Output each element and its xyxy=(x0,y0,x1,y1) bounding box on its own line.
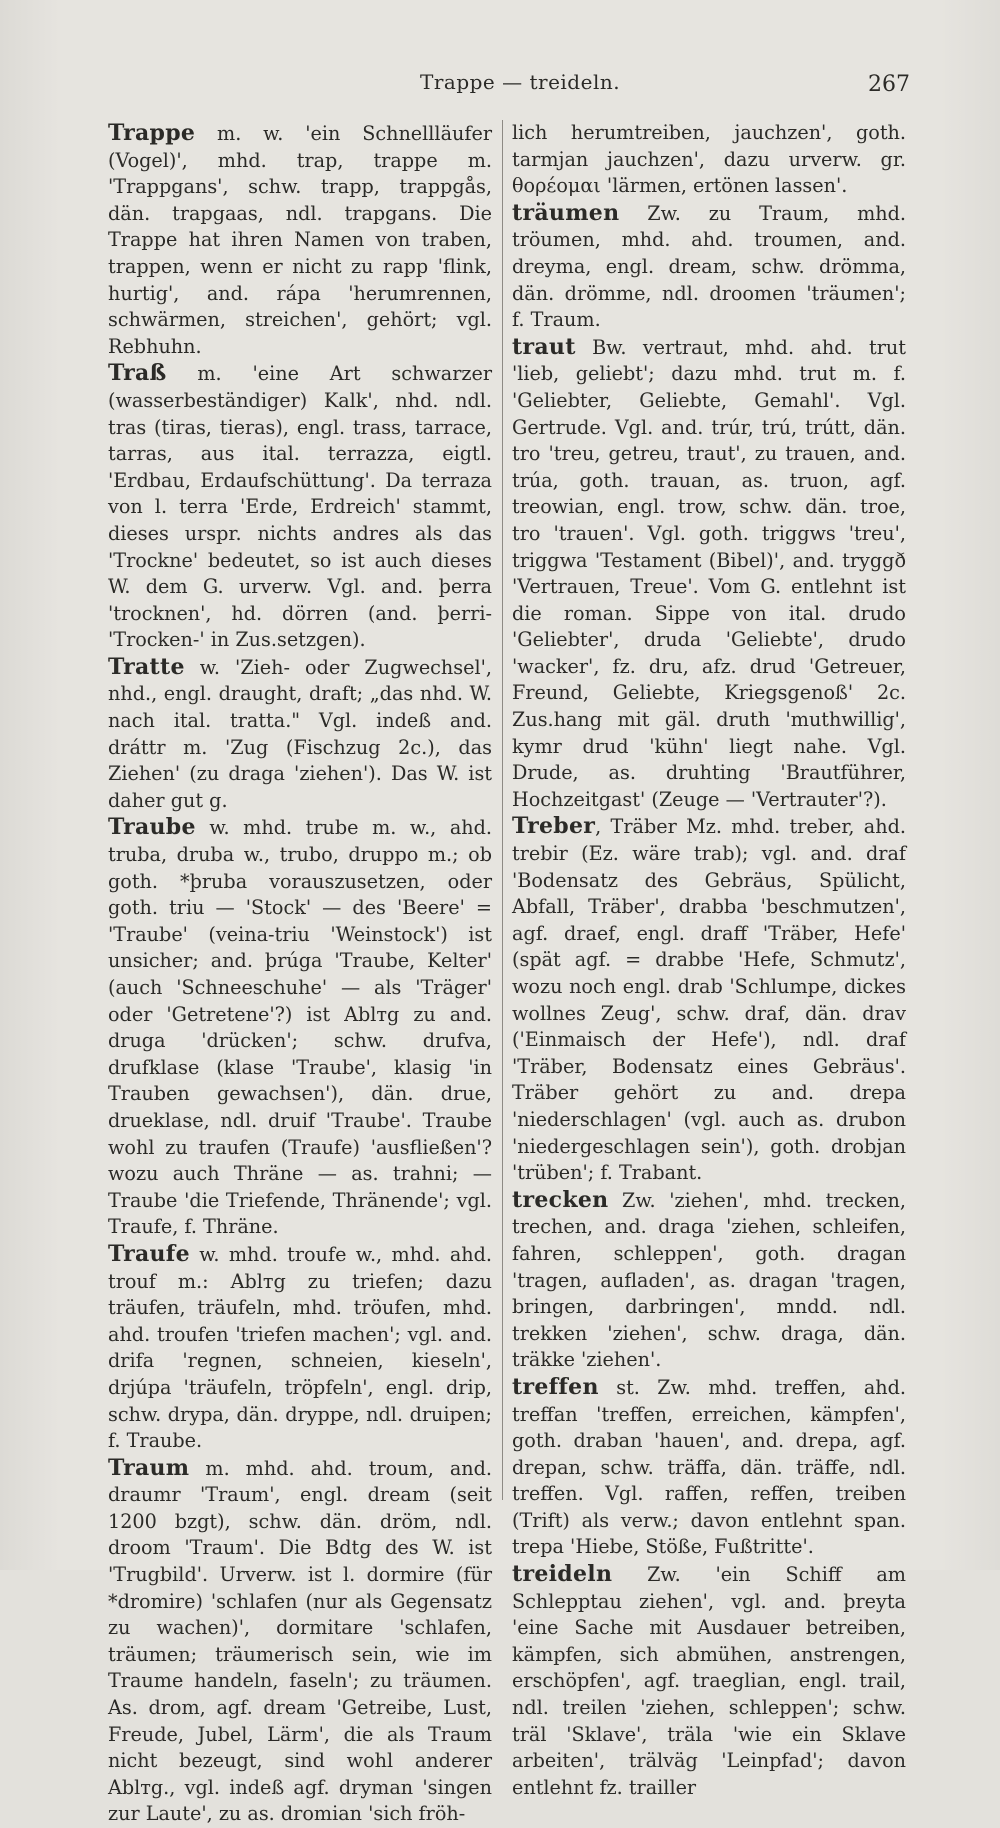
page-number: 267 xyxy=(868,72,910,97)
entry-traufe xyxy=(108,1241,492,1455)
entry-trass xyxy=(108,360,492,654)
entry-trecken xyxy=(512,1187,906,1374)
entry-text: Bw. vertraut, mhd. ahd. trut 'lieb, geliebt'; dazu mhd. trut m. f. 'Geliebter, Geliebte, Gemahl'. Vgl. Gertrude. Vgl. and. trúr, trú, trútt, dän. tro 'treu, getreu, traut', zu trauen, and. trúa, goth. trauan, as. truon, agf. treowian, engl. trow, schw. dän. troe, tro 'trauen'. Vgl. goth. triggws 'treu', triggwa 'Testament (Bibel)', and. tryggð 'Vertrauen, Treue'. Vom G. entlehnt ist die roman. Sippe von ital. drudo 'Geliebter', druda 'Geliebte', drudo 'wacker', fz. dru, afz. drud 'Getreuer, Freund, Geliebte, Kriegsgenoß' 2c. Zus.hang mit gäl. druth 'muthwillig', kymr drud 'kühn' liegt nahe. Vgl. Drude, as. druhting 'Brautführer, Hochzeitgast' (Zeuge — 'Vertrauter'?). xyxy=(512,335,906,811)
entry-text: m. 'eine Art schwarzer (wasserbeständiger) Kalk', nhd. ndl. tras (tiras, tieras), engl. trass, tarrace, tarras, aus ital. terrazza, eigtl. 'Erdbau, Erdaufschüttung'. Da terraza von l. terra 'Erde, Erdreich' stammt, dieses urspr. nichts andres als das 'Trockne' bedeutet, so ist auch dieses W. dem G. urverw. Vgl. and. þerra 'trocknen', hd. dörren (and. þerri- 'Trocken-' in Zus.setzgen). xyxy=(108,362,492,652)
headword: träumen xyxy=(512,199,620,226)
entry-text: Zw. zu Traum, mhd. tröumen, mhd. ahd. troumen, and. dreyma, engl. dream, schw. drömma, dän. drömme, ndl. droomen 'träumen'; f. Traum. xyxy=(512,201,906,332)
left-column xyxy=(108,120,492,1826)
headword: Treber xyxy=(512,813,596,840)
entry-text: Zw. 'ziehen', mhd. trecken, trechen, and. draga 'ziehen, schleifen, fahren, schleppen', goth. dragan 'tragen, aufladen', as. dragan 'tragen, bringen, darbringen', mndd. ndl. trekken 'ziehen', schw. draga, dän. träkke 'ziehen'. xyxy=(512,1188,906,1372)
entry-text: m. mhd. ahd. troum, and. draumr 'Traum', engl. dream (seit 1200 bzgt), schw. dän. dröm, ndl. droom 'Traum'. Die Bdtg des W. ist 'Trugbild'. Urverw. ist l. dormire (für *dromire) 'schlafen (nur als Gegensatz zu wachen)', dormitare 'schlafen, träumen; träumerisch sein, wie im Traume handeln, faseln'; zu träumen. As. drom, agf. dream 'Getreibe, Lust, Freude, Jubel, Lärm', die als Traum nicht bezeugt, sind wohl anderer Ablтg., vgl. indeß agf. dryman 'singen zur Laute', zu as. dromian 'sich fröh- xyxy=(108,1456,492,1826)
entry-traum xyxy=(108,1455,492,1828)
headword: trecken xyxy=(512,1186,609,1213)
entry-treber xyxy=(512,813,906,1186)
headword: Traß xyxy=(108,360,167,387)
entry-tratte xyxy=(108,654,492,815)
entry-traut xyxy=(512,334,906,814)
entry-treffen xyxy=(512,1374,906,1561)
entry-text: st. Zw. mhd. treffen, ahd. treffan 'treffen, erreichen, kämpfen', goth. draban 'hauen', and. drepa, agf. drepan, schw. träffa, dän. träffe, ndl. treffen. Vgl. raffen, reffen, treiben (Trift) als verw.; davon entlehnt span. trepa 'Hiebe, Stöße, Fußtritte'. xyxy=(512,1375,906,1559)
entry-traube xyxy=(108,814,492,1241)
headword: treideln xyxy=(512,1561,613,1588)
entry-traeumen xyxy=(512,200,906,334)
headword: treffen xyxy=(512,1373,599,1400)
entry-text: , Träber Mz. mhd. treber, ahd. trebir (Ez. wäre trab); vgl. and. draf 'Bodensatz des Gebräus, Spülicht, Abfall, Träber', drabba 'beschmutzen', agf. draef, engl. draff 'Träber, Hefe' (spät agf. = drabbe 'Hefe, Schmutz', wozu noch engl. drab 'Schlumpe, dickes wollnes Zeug', schw. draf, dän. drav ('Einmaisch der Hefe'), ndl. draf 'Träber, Bodensatz eines Gebräus'. Träber gehört zu and. drepa 'niederschlagen' (vgl. auch as. drubon 'niedergeschlagen sein'), goth. drobjan 'trüben'; f. Trabant. xyxy=(512,815,906,1185)
column-divider xyxy=(502,120,503,1500)
right-column xyxy=(512,120,906,1799)
headword: Traufe xyxy=(108,1240,190,1267)
running-head xyxy=(0,70,1000,106)
entry-text: w. mhd. trube m. w., ahd. truba, druba w., trubo, druppo m.; ob goth. *þruba vorauszusetzen, oder goth. triu — 'Stock' — des 'Beere' = 'Traube' (veina-triu 'Weinstock') ist unsicher; and. þrúga 'Traube, Kelter' (auch 'Schneeschuhe' — als 'Träger' oder 'Getretene'?) ist Ablтg zu and. druga 'drücken'; schw. drufva, drufklase (klase 'Traube', klasig 'in Trauben gewachsen'), dän. drue, drueklase, ndl. druif 'Traube'. Traube wohl zu traufen (Traufe) 'ausfließen'? wozu auch Thräne — as. trahni; — Traube 'die Triefende, Thränende'; vgl. Traufe, f. Thräne. xyxy=(108,816,492,1239)
running-title: Trappe — treideln. xyxy=(420,70,621,94)
continuation-text: lich herumtreiben, jauchzen', goth. tarmjan jauchzen', dazu urverw. gr. θορέομαι 'lärmen, ertönen lassen'. xyxy=(512,121,906,198)
headword: Traube xyxy=(108,814,196,841)
entry-text: m. w. 'ein Schnellläufer (Vogel)', mhd. trap, trappe m. 'Trappgans', schw. trapp, trappgås, dän. trapgaas, ndl. trapgans. Die Trappe hat ihren Namen von traben, trappen, wenn er nicht zu rapp 'flink, hurtig', and. rápa 'herumrennen, schwärmen, streichen', gehört; vgl. Rebhuhn. xyxy=(108,122,492,358)
entry-treideln xyxy=(512,1561,906,1801)
headword: Tratte xyxy=(108,653,185,680)
headword: Traum xyxy=(108,1454,190,1481)
entry-text: w. 'Zieh- oder Zugwechsel', nhd., engl. draught, draft; „das nhd. W. nach ital. tratta." Vgl. indeß and. dráttr m. 'Zug (Fischzug 2c.), das Ziehen' (zu draga 'ziehen'). Das W. ist daher gut g. xyxy=(108,655,492,812)
entry-trappe xyxy=(108,120,492,360)
headword: Trappe xyxy=(108,120,196,146)
entry-text: w. mhd. troufe w., mhd. ahd. trouf m.: Ablтg zu triefen; dazu träufen, träufeln, mhd. tröufen, mhd. ahd. troufen 'triefen machen'; vgl. and. drifa 'regnen, schneien, kieseln', drjúpa 'träufeln, tröpfeln', engl. drip, schw. drypa, dän. dryppe, ndl. druipen; f. Traube. xyxy=(108,1242,492,1453)
entry-text: Zw. 'ein Schiff am Schlepptau ziehen', vgl. and. þreyta 'eine Sache mit Ausdauer betreiben, kämpfen, sich abmühen, anstrengen, erschöpfen', agf. traeglian, engl. trail, ndl. treilen 'ziehen, schleppen'; schw. träl 'Sklave', träla 'wie ein Sklave arbeiten', trälväg 'Leinpfad'; davon entlehnt fz. trailler xyxy=(512,1563,906,1799)
headword: traut xyxy=(512,333,576,360)
